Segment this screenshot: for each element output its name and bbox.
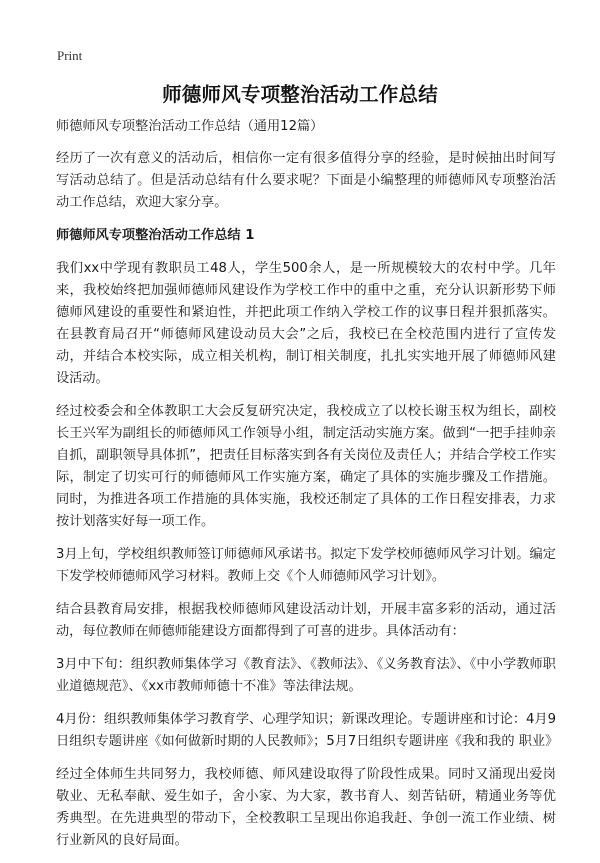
article-subtitle: 师德师风专项整治活动工作总结（通用12篇） xyxy=(56,119,324,134)
print-link[interactable]: Print xyxy=(57,48,83,63)
body-paragraph: 4月份：组织教师集体学习教育学、心理学知识；新课改理论。专题讲座和讨论：4月9日组织专题讲座《如何做新时期的人民教师》；5月7日组织专题讲座《我和我的 职业》 xyxy=(56,712,559,749)
body-paragraph: 经过全体师生共同努力，我校师德、师风建设取得了阶段性成果。同时又涌现出爱岗敬业、无私奉献、爱生如子，舍小家、为大家，教书育人、刻苦钻研，精通业务等优秀典型。在先进典型的带动下，全校教职工呈现出你追我赶、争创一流工作业绩、树行业新风的良好局面。 xyxy=(56,767,556,848)
body-paragraph: 经过校委会和全体教职工大会反复研究决定，我校成立了以校长谢玉权为组长，副校长王兴军为副组长的师德师风工作领导小组，制定活动实施方案。做到“一把手挂帅亲自抓，副职领导具体抓”，把责任目标落实到各有关岗位及责任人；并结合学校工作实际，制定了切实可行的师德师风工作实施方案，确定了具体的实施步骤及工作措施。同时，为推进各项工作措施的具体实施，我校还制定了具体的工作日程安排表，力求按计划落实好每一项工作。 xyxy=(56,404,556,529)
page-title: 师德师风专项整治活动工作总结 xyxy=(162,83,438,106)
body-paragraph: 我们xx中学现有教职员工48人，学生500余人，是一所规模较大的农村中学。几年来，我校始终把加强师德师风建设作为学校工作中的重中之重，充分认识新形势下师德师风建设的重要性和紧迫性，并把此项工作纳入学校工作的议事日程并狠抓落实。在县教育局召开“师德师风建设动员大会”之后，我校已在全校范围内进行了宣传发动，并结合本校实际，成立相关机构，制订相关制度，扎扎实实地开展了师德师风建设活动。 xyxy=(56,261,556,386)
section-heading: 师德师风专项整治活动工作总结 1 xyxy=(56,228,255,243)
body-paragraph: 3月上旬，学校组织教师签订师德师风承诺书。拟定下发学校师德师风学习计划。编定下发学校师德师风学习材料。教师上交《个人师德师风学习计划》。 xyxy=(56,547,556,584)
body-paragraph: 3月中下旬：组织教师集体学习《教育法》、《教师法》、《义务教育法》、《中小学教师职业道德规范》、《xx市教师师德十不准》等法律法规。 xyxy=(56,657,556,694)
body-paragraph: 结合县教育局安排，根据我校师德师风建设活动计划，开展丰富多彩的活动，通过活动，每位教师在师德师能建设方面都得到了可喜的进步。具体活动有： xyxy=(56,602,556,639)
article-body xyxy=(56,116,559,863)
intro-paragraph: 经历了一次有意义的活动后，相信你一定有很多值得分享的经验，是时候抽出时间写写活动总结了。但是活动总结有什么要求呢？下面是小编整理的师德师风专项整治活动工作总结，欢迎大家分享。 xyxy=(56,151,556,210)
